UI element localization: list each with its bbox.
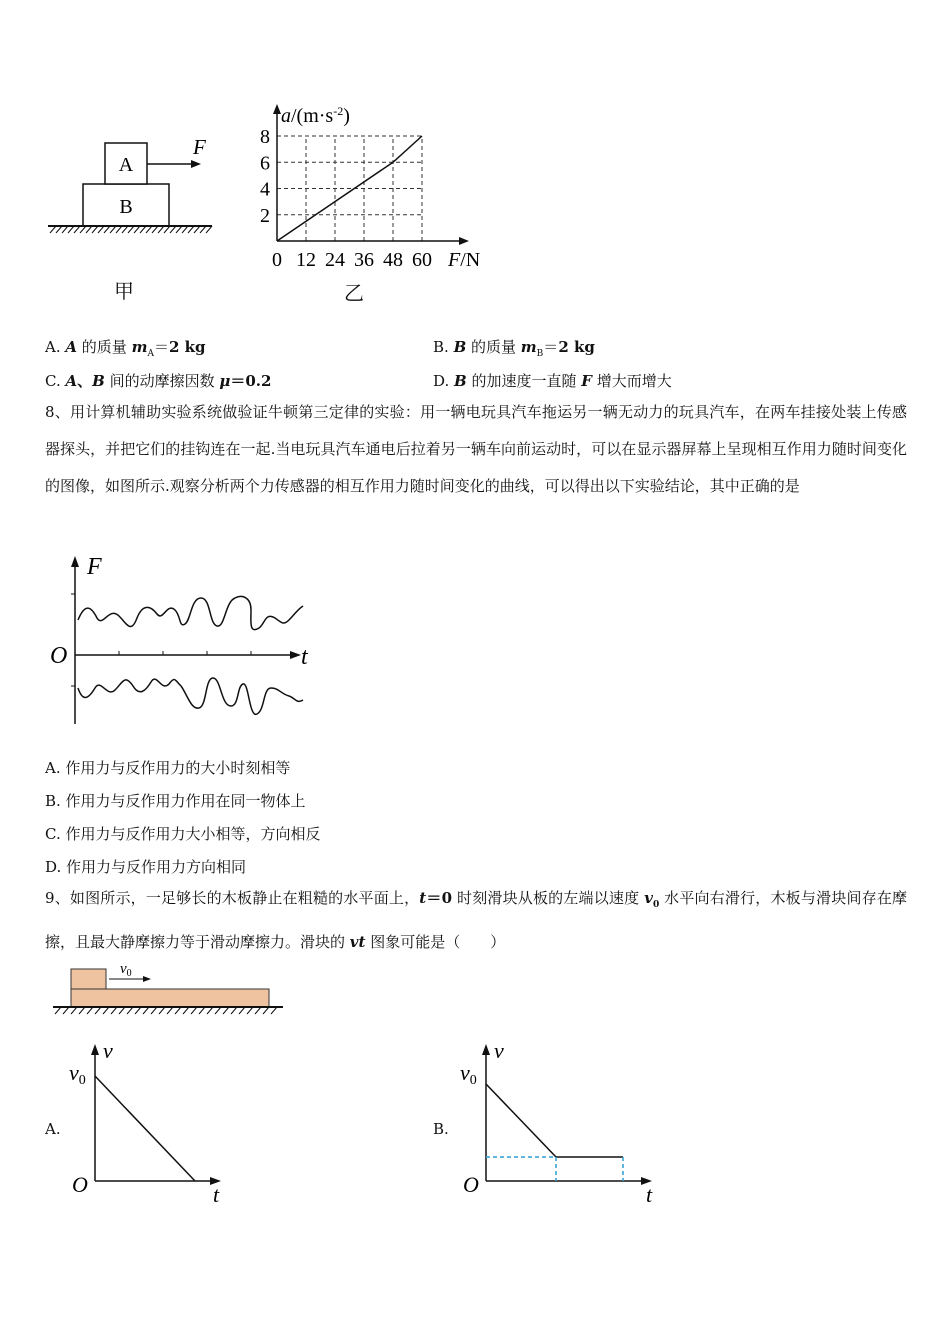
y-tick-8: 8 [260,126,270,148]
force-label: F [193,135,206,159]
t-axis-label: t [646,1182,653,1207]
lower-curve [78,678,303,714]
x-axis-label: F/N [448,249,481,271]
q7-option-d: D. B 的加速度一直随 F 增大而增大 [433,372,672,390]
v-axis-label: v [494,1040,504,1063]
upper-curve [78,597,303,630]
x-tick-12: 12 [296,249,316,271]
velocity-arrow [143,976,151,982]
q8-option-c: C. 作用力与反作用力大小相等，方向相反 [45,825,321,843]
v0-label: v0 [460,1060,477,1088]
ground-hatch [55,1007,277,1014]
q7-option-a: A. A 的质量 $m_A=2$ kg [45,338,206,359]
x-tick-36: 36 [354,249,374,271]
velocity-label: $v_0$ [120,961,132,979]
t-axis-label: t [213,1182,220,1207]
q9-choice-a-graph[interactable] [65,1040,245,1210]
q9-choice-b-graph[interactable] [456,1040,666,1210]
y-axis-arrow [71,556,79,567]
x-tick-0: 0 [272,249,282,271]
q9-stem: 9、如图所示，一足够长的木板静止在粗糙的水平面上，t＝0 时刻滑块从板的左端以速度 $v_0$ 水平向右滑行，木板与滑块间存在摩擦，且最大静摩擦力等于滑动摩擦力。滑块的 vt 图象可能是（ ） [45,889,908,951]
vt-decel-line [486,1084,556,1157]
y-axis-label: F [87,554,102,580]
q7-option-c: C. A、B 间的动摩擦因数 μ＝0.2 [45,372,272,390]
y-axis-label: $a/(m\cdot s^{-2})$ [281,104,350,127]
x-axis-arrow [459,237,469,245]
x-tick-48: 48 [383,249,403,271]
origin-label: O [463,1172,479,1197]
figure-jia [40,135,220,245]
slider-block [71,969,106,989]
block-a-label: A [118,154,134,176]
x-axis-arrow [290,651,301,659]
q9-choice-b-letter[interactable]: B. [433,1120,449,1138]
block-b-label: B [119,196,133,218]
v-axis-label: v [103,1040,113,1063]
q9-setup-figure [45,955,295,1025]
x-axis-label: t [301,644,308,670]
board [71,989,269,1007]
force-arrow [191,160,201,168]
y-axis-arrow [91,1044,99,1055]
origin-label: O [72,1172,88,1197]
vt-line [95,1076,195,1181]
y-tick-2: 2 [260,204,270,227]
chart-grid [277,136,422,241]
q7-option-b: B. B 的质量 $m_B=2$ kg [433,338,595,359]
x-tick-24: 24 [325,249,345,271]
figure-yi-caption: 乙 [344,281,364,305]
q8-stem: 8、用计算机辅助实验系统做验证牛顿第三定律的实验：用一辆电玩具汽车拖运另一辆无动力的玩具汽车，在两车挂接处装上传感器探头，并把它们的挂钩连在一起.当电玩具汽车通电后拉着另一辆车向前运动时，可以在显示器屏幕上呈现相互作用力随时间变化的图像，如图所示.观察分析两个力传感器的相互作用力随时间变化的曲线，可以得出以下实验结论，其中正确的是 [45,403,907,495]
y-tick-4: 4 [260,178,270,201]
v0-label: v0 [69,1060,86,1088]
x-tick-60: 60 [412,249,432,271]
figure-yi-chart [250,100,500,278]
y-axis-arrow [273,104,281,114]
y-axis-arrow [482,1044,490,1055]
y-tick-6: 6 [260,152,270,175]
q8-option-a: A. 作用力与反作用力的大小时刻相等 [45,759,291,777]
figure-jia-caption: 甲 [114,279,134,303]
q9-choice-a-letter[interactable]: A. [45,1120,61,1138]
q8-option-b: B. 作用力与反作用力作用在同一物体上 [45,792,306,810]
tick-labels [260,126,432,271]
ground-hatch [50,226,212,233]
q8-option-d: D. 作用力与反作用力方向相同 [45,858,247,876]
q8-force-graph [45,548,325,728]
origin-label: O [50,643,68,669]
